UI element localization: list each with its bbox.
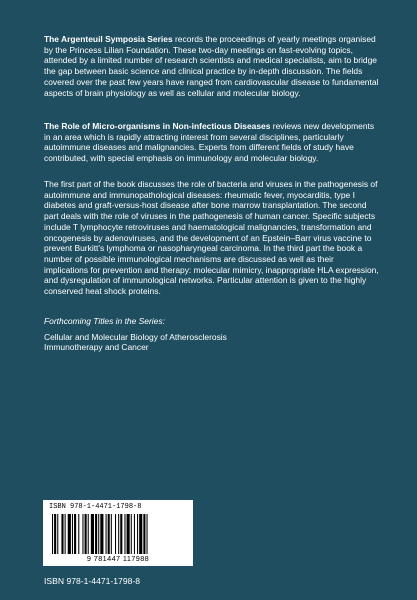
forthcoming-titles [44, 316, 380, 353]
barcode-stripe [124, 514, 125, 554]
barcode-stripe [98, 514, 99, 554]
barcode-digits: 9 781447 117988 [86, 554, 150, 563]
barcode-stripe [106, 514, 107, 554]
barcode-bars [52, 514, 184, 554]
book-contents-description [44, 179, 380, 297]
isbn-label: ISBN 978-1-4471-1798-8 [44, 576, 141, 586]
barcode-stripe [95, 514, 97, 554]
barcode-stripe [137, 514, 138, 554]
barcode-stripe [52, 514, 53, 554]
forthcoming-heading: Forthcoming Titles in the Series: [44, 316, 165, 326]
barcode-stripe [100, 514, 103, 554]
book-title: The Role of Micro-organisms in Non-infectious Diseases [44, 121, 271, 131]
book-description [44, 121, 380, 164]
forthcoming-title-item: Immunotherapy and Cancer [44, 342, 149, 353]
series-name: The Argenteuil Symposia Series [44, 34, 173, 44]
barcode-stripe [147, 514, 148, 554]
barcode-stripe [131, 514, 132, 554]
barcode [43, 500, 193, 566]
barcode-stripe [78, 514, 79, 554]
barcode-isbn: ISBN 978-1-4471-1798-8 [49, 503, 142, 511]
barcode-stripe [139, 514, 142, 554]
barcode-stripe [91, 514, 94, 554]
barcode-stripe [120, 514, 122, 554]
barcode-stripe [72, 514, 73, 554]
book-contents-text: The first part of the book discusses the role of bacteria and viruses in the pathogenesis of autoimmune and immunopathological diseases: rheumatic fever, myocarditis, type I diabetes and graft-versus-host disease after bone marrow transplantation. The second part deals with the role of viruses in the pathogenesis of human cancer. Specific subjects include T lymphocyte retroviruses and haematological malignancies, transformation and oncogenesis by adenoviruses, and the development of an Epstein–Barr virus vaccine to prevent Burkitt's lymphoma or nasopharyngeal carcinoma. In the third part the book a number of possible immunological mechanisms are discussed as well as their implications for prevention and therapy: molecular mimicry, inappropriate HLA expression, and dysregulation of immunological networks. Particular attention is given to the highly conserved heat shock proteins. [44, 179, 379, 297]
barcode-stripe [111, 514, 112, 554]
barcode-stripe [54, 514, 56, 554]
barcode-stripe [88, 514, 89, 554]
forthcoming-title-item: Cellular and Molecular Biology of Atherosclerosis [44, 331, 227, 342]
barcode-stripe [65, 514, 66, 554]
series-description-text: records the proceedings of yearly meetings organised by the Princess Lilian Foundation. These two-day meetings on fast-evolving topics, attended by a limited number of research scientists and medical specialists, aim to bridge the gap between basic science and clinical practice by in-depth discussion. The fields covered over the past few years have ranged from cardiovascular disease to fundamental aspects of brain physiology as well as cellular and molecular biology. [44, 34, 379, 98]
barcode-stripe [61, 514, 63, 554]
barcode-stripe [85, 514, 87, 554]
series-description [44, 34, 380, 98]
barcode-stripe [118, 514, 119, 554]
barcode-stripe [127, 514, 130, 554]
barcode-stripe [143, 514, 145, 554]
barcode-stripe [108, 514, 110, 554]
barcode-stripe [57, 514, 58, 554]
barcode-stripe [74, 514, 76, 554]
barcode-stripe [68, 514, 71, 554]
barcode-stripe [82, 514, 83, 554]
book-description-text: reviews new developments in an area which is rapidly attracting interest from several disciplines, particularly autoimmune diseases and malignancies. Experts from different fields of study have contributed, with special emphasis on immunology and molecular biology. [44, 121, 375, 164]
barcode-stripe [115, 514, 116, 554]
barcode-stripe [134, 514, 135, 554]
